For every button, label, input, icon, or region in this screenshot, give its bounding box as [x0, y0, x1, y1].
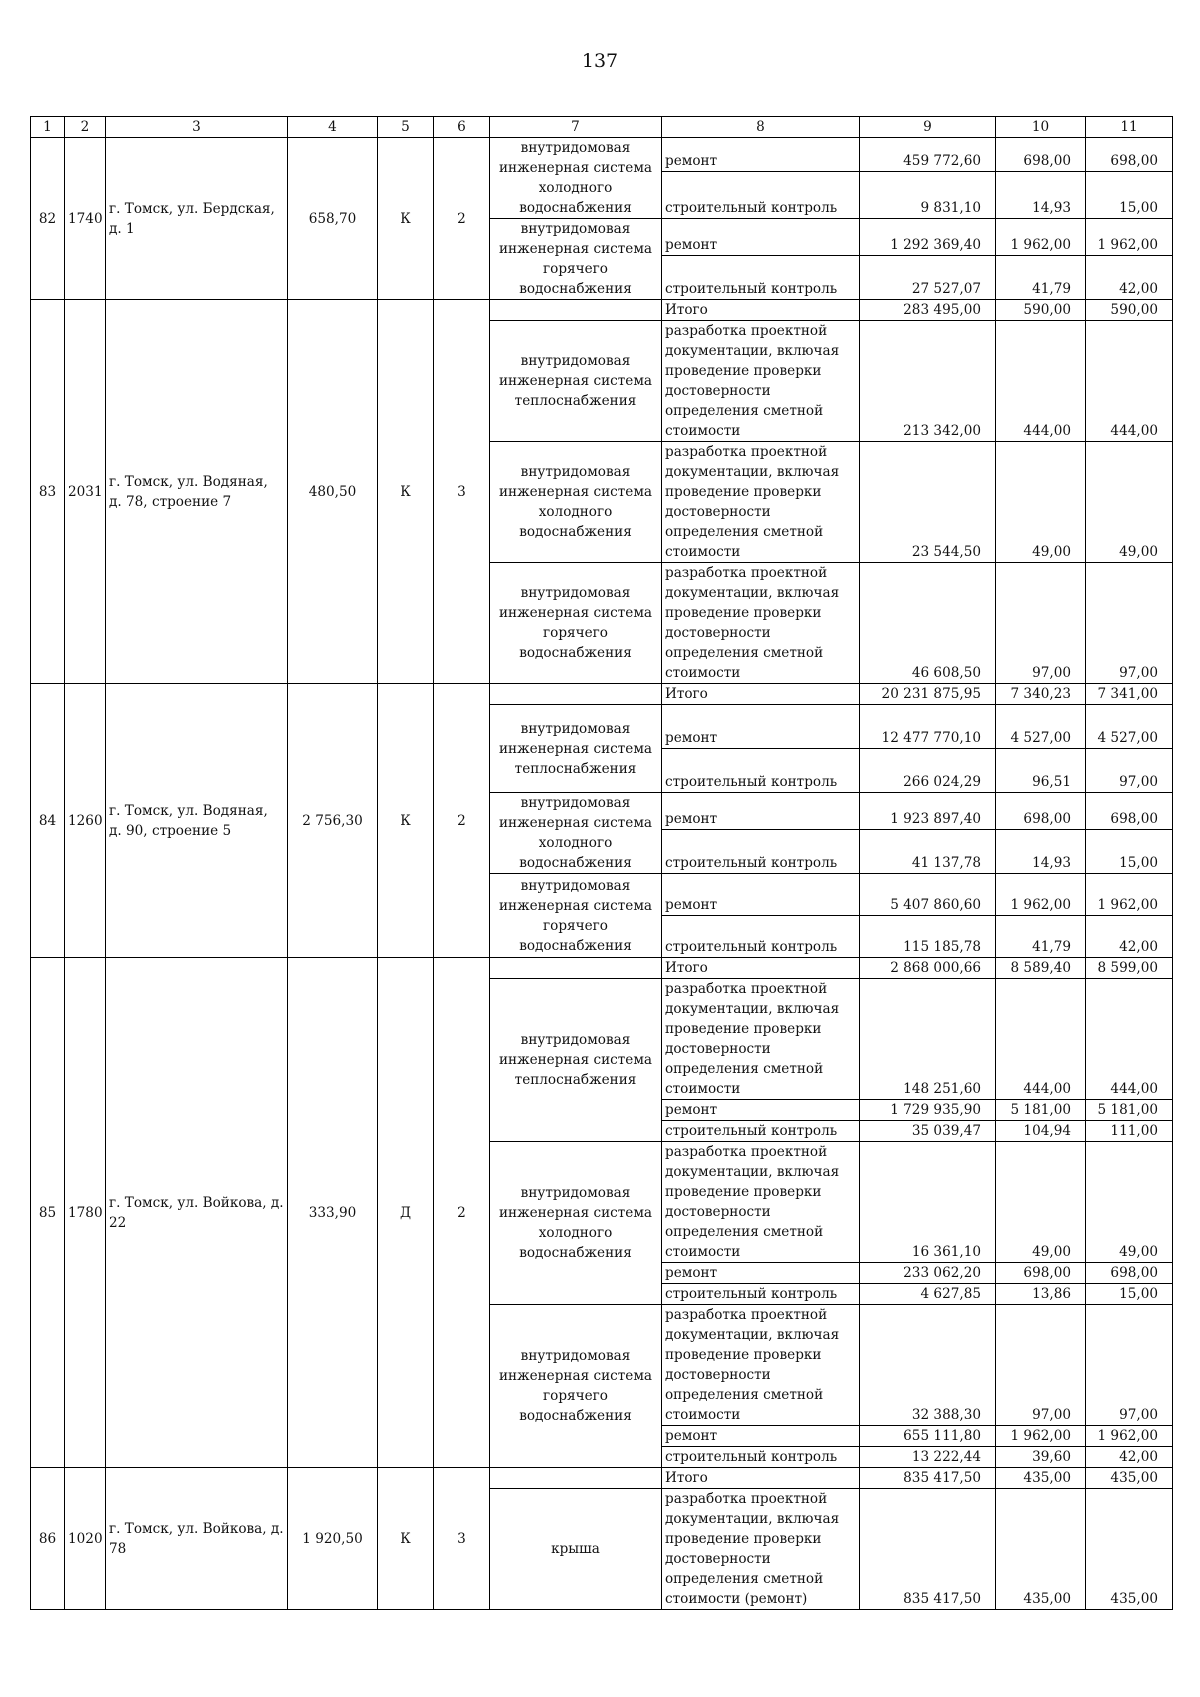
- house-type: К: [378, 300, 434, 684]
- work-type: строительный контроль: [662, 1447, 860, 1468]
- house-address: г. Томск, ул. Водяная, д. 78, строение 7: [106, 300, 288, 684]
- cost-value-10: 41,79: [996, 916, 1086, 958]
- house-count: 2: [434, 684, 490, 958]
- cost-value-11: 97,00: [1086, 749, 1173, 793]
- house-area: 333,90: [288, 958, 378, 1468]
- work-type: разработка проектной документации, включая проведение проверки достоверности определения сметной стоимости: [662, 563, 860, 684]
- cost-value-10: 1 962,00: [996, 219, 1086, 256]
- cost-value-11: 1 962,00: [1086, 1426, 1173, 1447]
- work-type: ремонт: [662, 219, 860, 256]
- column-header: 4: [288, 117, 378, 138]
- house-id: 1020: [65, 1468, 106, 1610]
- work-type: строительный контроль: [662, 1284, 860, 1305]
- cost-value-11: 15,00: [1086, 171, 1173, 218]
- cost-value-11: 444,00: [1086, 321, 1173, 442]
- system-cell-empty: [490, 684, 662, 705]
- engineering-system: внутридомовая инженерная система теплоснабжения: [490, 705, 662, 793]
- engineering-system: внутридомовая инженерная система горячего водоснабжения: [490, 874, 662, 958]
- cost-value-9: 16 361,10: [860, 1142, 996, 1263]
- house-type: К: [378, 1468, 434, 1610]
- column-header: 2: [65, 117, 106, 138]
- column-header: 7: [490, 117, 662, 138]
- work-type: разработка проектной документации, включая проведение проверки достоверности определения сметной стоимости (ремонт): [662, 1489, 860, 1610]
- cost-value-10: 1 962,00: [996, 874, 1086, 916]
- house-count: 2: [434, 958, 490, 1468]
- cost-value-10: 39,60: [996, 1447, 1086, 1468]
- column-header: 5: [378, 117, 434, 138]
- house-count: 2: [434, 138, 490, 300]
- work-type: разработка проектной документации, включая проведение проверки достоверности определения сметной стоимости: [662, 1305, 860, 1426]
- total-row: [31, 1468, 1173, 1489]
- page-number: 137: [581, 50, 619, 72]
- house-number: 86: [31, 1468, 65, 1610]
- work-type: разработка проектной документации, включая проведение проверки достоверности определения сметной стоимости: [662, 442, 860, 563]
- cost-value-11: 97,00: [1086, 1305, 1173, 1426]
- total-label: Итого: [662, 1468, 860, 1489]
- engineering-system: внутридомовая инженерная система холодного водоснабжения: [490, 1142, 662, 1305]
- cost-value-10: 13,86: [996, 1284, 1086, 1305]
- house-address: г. Томск, ул. Водяная, д. 90, строение 5: [106, 684, 288, 958]
- engineering-system: внутридомовая инженерная система горячего водоснабжения: [490, 563, 662, 684]
- work-type: ремонт: [662, 1426, 860, 1447]
- system-cell-empty: [490, 300, 662, 321]
- column-header: 3: [106, 117, 288, 138]
- work-type: ремонт: [662, 705, 860, 749]
- cost-value-10: 104,94: [996, 1121, 1086, 1142]
- cost-value-9: 35 039,47: [860, 1121, 996, 1142]
- house-address: г. Томск, ул. Войкова, д. 22: [106, 958, 288, 1468]
- cost-value-10: 444,00: [996, 979, 1086, 1100]
- cost-value-9: 5 407 860,60: [860, 874, 996, 916]
- work-type: строительный контроль: [662, 749, 860, 793]
- cost-value-11: 4 527,00: [1086, 705, 1173, 749]
- engineering-system: внутридомовая инженерная система холодного водоснабжения: [490, 793, 662, 874]
- cost-value-10: 444,00: [996, 321, 1086, 442]
- header-row: [31, 117, 1173, 138]
- total-label: Итого: [662, 958, 860, 979]
- engineering-system: внутридомовая инженерная система теплоснабжения: [490, 979, 662, 1142]
- house-count: 3: [434, 1468, 490, 1610]
- cost-value-11: 15,00: [1086, 1284, 1173, 1305]
- cost-value-9: 4 627,85: [860, 1284, 996, 1305]
- cost-value-9: 1 292 369,40: [860, 219, 996, 256]
- house-number: 85: [31, 958, 65, 1468]
- cost-value-9: 266 024,29: [860, 749, 996, 793]
- house-id: 2031: [65, 300, 106, 684]
- total-row: [31, 684, 1173, 705]
- system-cell-empty: [490, 1468, 662, 1489]
- house-id: 1260: [65, 684, 106, 958]
- cost-value-10: 698,00: [996, 138, 1086, 172]
- cost-value-10: 97,00: [996, 563, 1086, 684]
- work-type: строительный контроль: [662, 830, 860, 874]
- cost-value-11: 5 181,00: [1086, 1100, 1173, 1121]
- engineering-system: внутридомовая инженерная система горячего водоснабжения: [490, 219, 662, 300]
- house-address: г. Томск, ул. Бердская, д. 1: [106, 138, 288, 300]
- work-type: строительный контроль: [662, 1121, 860, 1142]
- house-number: 83: [31, 300, 65, 684]
- total-value-11: 435,00: [1086, 1468, 1173, 1489]
- work-type: ремонт: [662, 1263, 860, 1284]
- work-type: строительный контроль: [662, 916, 860, 958]
- work-type: разработка проектной документации, включая проведение проверки достоверности определения сметной стоимости: [662, 321, 860, 442]
- cost-value-11: 1 962,00: [1086, 874, 1173, 916]
- total-value-9: 283 495,00: [860, 300, 996, 321]
- cost-value-11: 1 962,00: [1086, 219, 1173, 256]
- cost-value-10: 49,00: [996, 442, 1086, 563]
- column-header: 9: [860, 117, 996, 138]
- cost-value-11: 49,00: [1086, 442, 1173, 563]
- total-value-10: 7 340,23: [996, 684, 1086, 705]
- cost-value-10: 698,00: [996, 793, 1086, 830]
- column-header: 6: [434, 117, 490, 138]
- work-type: ремонт: [662, 138, 860, 172]
- engineering-system: внутридомовая инженерная система теплоснабжения: [490, 321, 662, 442]
- cost-value-9: 46 608,50: [860, 563, 996, 684]
- cost-value-9: 655 111,80: [860, 1426, 996, 1447]
- total-value-9: 2 868 000,66: [860, 958, 996, 979]
- cost-value-9: 835 417,50: [860, 1489, 996, 1610]
- work-type: ремонт: [662, 1100, 860, 1121]
- work-type: ремонт: [662, 874, 860, 916]
- cost-value-10: 97,00: [996, 1305, 1086, 1426]
- cost-value-9: 115 185,78: [860, 916, 996, 958]
- total-row: [31, 958, 1173, 979]
- cost-value-11: 444,00: [1086, 979, 1173, 1100]
- work-type: строительный контроль: [662, 171, 860, 218]
- cost-value-10: 5 181,00: [996, 1100, 1086, 1121]
- house-number: 84: [31, 684, 65, 958]
- cost-value-10: 1 962,00: [996, 1426, 1086, 1447]
- house-area: 480,50: [288, 300, 378, 684]
- work-type: разработка проектной документации, включая проведение проверки достоверности определения сметной стоимости: [662, 1142, 860, 1263]
- cost-value-9: 12 477 770,10: [860, 705, 996, 749]
- house-id: 1740: [65, 138, 106, 300]
- house-number: 82: [31, 138, 65, 300]
- total-value-10: 590,00: [996, 300, 1086, 321]
- cost-value-11: 49,00: [1086, 1142, 1173, 1263]
- cost-value-10: 435,00: [996, 1489, 1086, 1610]
- cost-value-11: 698,00: [1086, 1263, 1173, 1284]
- house-area: 2 756,30: [288, 684, 378, 958]
- column-header: 10: [996, 117, 1086, 138]
- cost-value-11: 698,00: [1086, 793, 1173, 830]
- cost-value-10: 14,93: [996, 830, 1086, 874]
- work-type: строительный контроль: [662, 255, 860, 299]
- cost-value-10: 96,51: [996, 749, 1086, 793]
- cost-value-9: 148 251,60: [860, 979, 996, 1100]
- cost-value-9: 459 772,60: [860, 138, 996, 172]
- column-header: 8: [662, 117, 860, 138]
- cost-value-10: 14,93: [996, 171, 1086, 218]
- cost-value-11: 42,00: [1086, 916, 1173, 958]
- house-address: г. Томск, ул. Войкова, д. 78: [106, 1468, 288, 1610]
- cost-value-11: 698,00: [1086, 138, 1173, 172]
- work-type: ремонт: [662, 793, 860, 830]
- cost-value-9: 27 527,07: [860, 255, 996, 299]
- cost-value-10: 4 527,00: [996, 705, 1086, 749]
- cost-value-9: 41 137,78: [860, 830, 996, 874]
- cost-value-11: 111,00: [1086, 1121, 1173, 1142]
- total-value-11: 590,00: [1086, 300, 1173, 321]
- cost-value-9: 213 342,00: [860, 321, 996, 442]
- cost-value-9: 13 222,44: [860, 1447, 996, 1468]
- cost-value-10: 49,00: [996, 1142, 1086, 1263]
- cost-value-9: 23 544,50: [860, 442, 996, 563]
- total-value-11: 7 341,00: [1086, 684, 1173, 705]
- total-value-9: 20 231 875,95: [860, 684, 996, 705]
- total-value-10: 8 589,40: [996, 958, 1086, 979]
- work-type: разработка проектной документации, включая проведение проверки достоверности определения сметной стоимости: [662, 979, 860, 1100]
- capital-repair-table: [30, 116, 1173, 1610]
- total-value-10: 435,00: [996, 1468, 1086, 1489]
- house-count: 3: [434, 300, 490, 684]
- cost-value-9: 9 831,10: [860, 171, 996, 218]
- cost-value-11: 15,00: [1086, 830, 1173, 874]
- total-label: Итого: [662, 300, 860, 321]
- engineering-system: внутридомовая инженерная система горячего водоснабжения: [490, 1305, 662, 1468]
- cost-value-9: 1 923 897,40: [860, 793, 996, 830]
- cost-value-11: 42,00: [1086, 255, 1173, 299]
- cost-value-10: 41,79: [996, 255, 1086, 299]
- total-row: [31, 300, 1173, 321]
- house-type: К: [378, 684, 434, 958]
- engineering-system: крыша: [490, 1489, 662, 1610]
- engineering-system: внутридомовая инженерная система холодного водоснабжения: [490, 442, 662, 563]
- engineering-system: внутридомовая инженерная система холодного водоснабжения: [490, 138, 662, 219]
- house-area: 1 920,50: [288, 1468, 378, 1610]
- cost-value-11: 435,00: [1086, 1489, 1173, 1610]
- total-value-9: 835 417,50: [860, 1468, 996, 1489]
- house-id: 1780: [65, 958, 106, 1468]
- cost-value-9: 32 388,30: [860, 1305, 996, 1426]
- total-label: Итого: [662, 684, 860, 705]
- house-type: К: [378, 138, 434, 300]
- total-value-11: 8 599,00: [1086, 958, 1173, 979]
- system-cell-empty: [490, 958, 662, 979]
- cost-value-10: 698,00: [996, 1263, 1086, 1284]
- cost-value-9: 233 062,20: [860, 1263, 996, 1284]
- cost-value-11: 42,00: [1086, 1447, 1173, 1468]
- house-area: 658,70: [288, 138, 378, 300]
- cost-value-11: 97,00: [1086, 563, 1173, 684]
- table-row: [31, 138, 1173, 172]
- column-header: 1: [31, 117, 65, 138]
- cost-value-9: 1 729 935,90: [860, 1100, 996, 1121]
- column-header: 11: [1086, 117, 1173, 138]
- house-type: Д: [378, 958, 434, 1468]
